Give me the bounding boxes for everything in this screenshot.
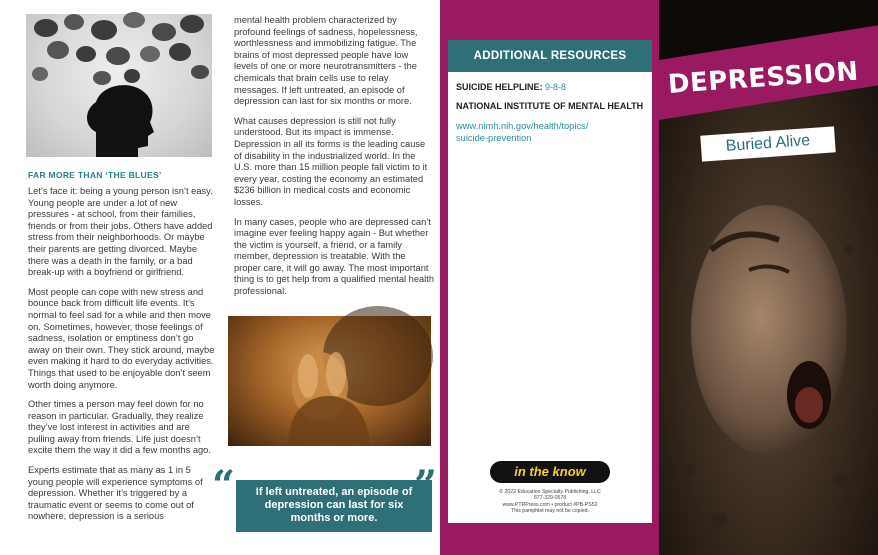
paragraph: Experts estimate that as many as 1 in 5 young people will experience symptoms of depression. Whether it’s triggered by a traumatic event or seems to come out of nowhere, depression is a serious bbox=[28, 465, 203, 522]
copyright-notice bbox=[448, 489, 652, 515]
link-line: suicide-prevention bbox=[456, 133, 532, 143]
copyright-line: 877-329-0578 bbox=[533, 495, 567, 502]
causes-body-text bbox=[234, 15, 434, 306]
panel-intro bbox=[0, 0, 228, 555]
resources-card bbox=[448, 40, 652, 523]
section-heading: FAR MORE THAN ‘THE BLUES’ bbox=[28, 170, 162, 180]
in-the-know-logo: in the know bbox=[490, 461, 610, 483]
intro-body-text bbox=[28, 186, 216, 531]
link-line: www.nimh.nih.gov/health/topics/ bbox=[456, 121, 589, 131]
close-quote-icon: ” bbox=[414, 462, 438, 509]
person-silhouette-illustration bbox=[228, 316, 431, 446]
nimh-link[interactable] bbox=[456, 120, 644, 144]
crumpled-paper-head-image bbox=[26, 14, 212, 157]
crumpled-paper-illustration bbox=[26, 14, 212, 157]
resources-list bbox=[448, 72, 652, 144]
copyright-line: This pamphlet may not be copied. bbox=[511, 508, 589, 515]
cover-title: DEPRESSION bbox=[667, 56, 860, 100]
paragraph: mental health problem characterized by profound feelings of sadness, hopelessness, worthlessness and immobilizing fatigue. The brains of most depressed people have low levels of one or more neurotransmitters - the chemicals that brain cells use to relay messages. If left untreated, an episode of depression can last for six months or more. bbox=[234, 15, 418, 107]
institute-name: NATIONAL INSTITUTE OF MENTAL HEALTH bbox=[456, 101, 644, 111]
paragraph: Other times a person may feel down for no reason in particular. Gradually, they realize they’ve lost interest in activities and are pulling away from friends. Life just doesn’t excite them the way it did a few months ago. bbox=[28, 399, 211, 456]
pull-quote: If left untreated, an episode of depression can last for six months or more. bbox=[236, 480, 432, 532]
helpline-label: SUICIDE HELPLINE: bbox=[456, 82, 543, 92]
open-quote-icon: “ bbox=[212, 462, 236, 509]
helpline-entry bbox=[456, 82, 644, 93]
person-hands-on-face-photo bbox=[228, 316, 431, 446]
paragraph: Let’s face it: being a young person isn’t easy. Young people are under a lot of new pressures - at school, from their families, friends or from their jobs. Others have added stress from their neighborhoods. Or maybe their parents are getting divorced. Maybe there was a death in the family, or a bad break-up with a boyfriend or girlfriend. bbox=[28, 186, 213, 278]
copyright-line: © 2022 Education Specialty Publishing, LLC bbox=[499, 489, 601, 495]
panel-causes bbox=[212, 0, 440, 555]
panel-resources bbox=[446, 0, 659, 555]
paragraph: Most people can cope with new stress and bounce back from difficult life events. It’s normal to feel sad for a while and then move on. Sometimes, however, those feelings of sadness, isolation or emptiness don’t go away on their own. They stick around, maybe even making it hard to do everyday activities. Things that used to be enjoyable don’t seem worth doing anymore. bbox=[28, 286, 215, 390]
panel-cover bbox=[659, 0, 878, 555]
paragraph: In many cases, people who are depressed can’t imagine ever feeling happy again - But whether the victim is yourself, a friend, or a family member, depression is treatable. With the proper care, it will go away. The most important thing is to get help from a qualified mental health professional. bbox=[234, 216, 435, 297]
cover-subtitle: Buried Alive bbox=[700, 126, 835, 161]
copyright-line: www.PTRPress.com • product #PB-PS52 bbox=[502, 501, 598, 508]
resources-header: ADDITIONAL RESOURCES bbox=[448, 40, 652, 72]
paragraph: What causes depression is still not fully understood. But its impact is immense. Depression in all its forms is the leading cause of disability in the industrialized world. In the U.S. more than 15 million people fall victim to it every year, costing the economy an estimated $236 billion in medical costs and economic losses. bbox=[234, 115, 428, 207]
helpline-number: 9-8-8 bbox=[545, 82, 567, 92]
